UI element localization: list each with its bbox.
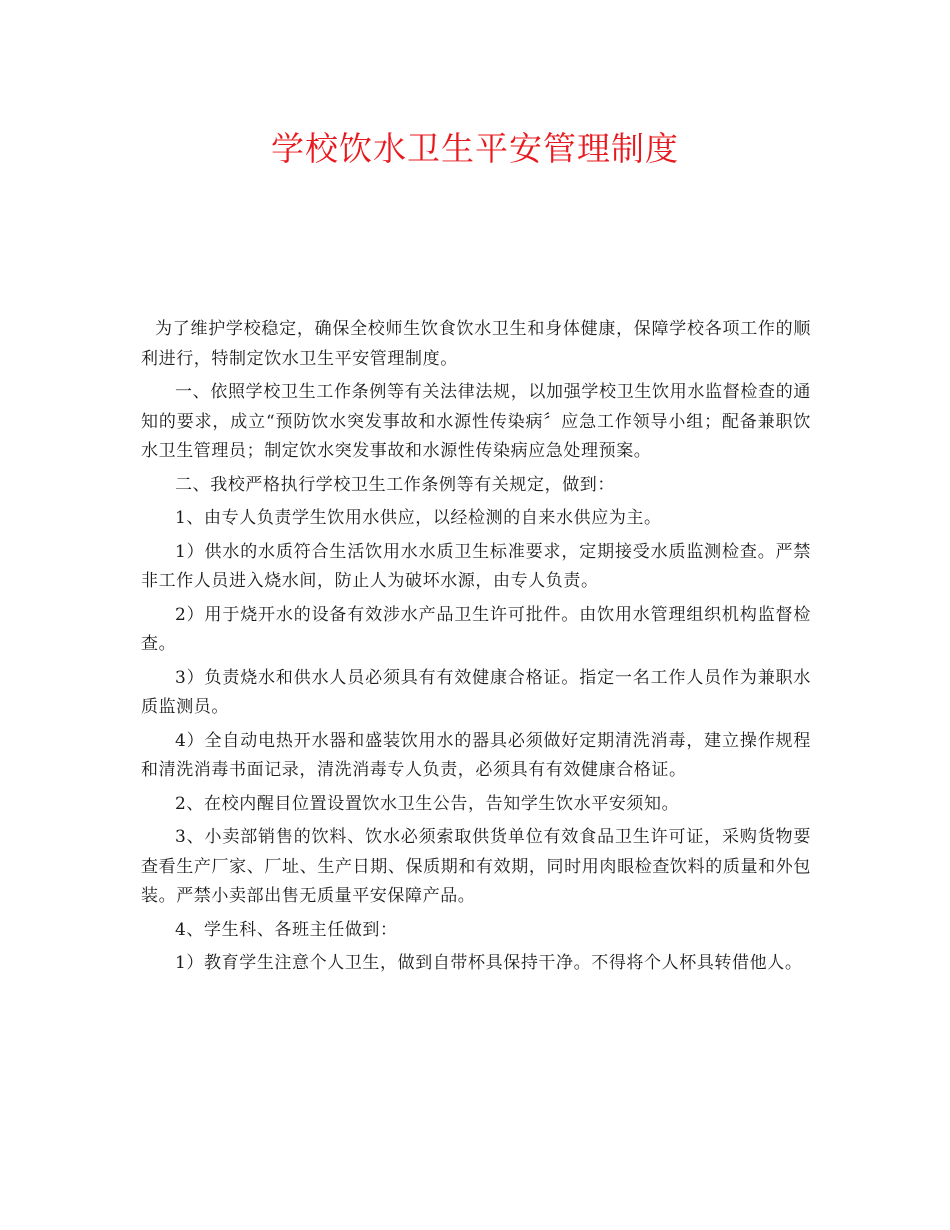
document-body bbox=[141, 315, 811, 983]
document-title: 学校饮水卫生平安管理制度 bbox=[271, 129, 679, 168]
paragraph-item-4-1: 1）教育学生注意个人卫生，做到自带杯具保持干净。不得将个人杯具转借他人。 bbox=[175, 953, 803, 973]
paragraph-section-2: 二、我校严格执行学校卫生工作条例等有关规定，做到： bbox=[175, 474, 615, 495]
paragraph-item-1-4: 4）全自动电热开水器和盛装饮用水的器具必须做好定期清洗消毒，建立操作规程和清洗消毒书面记录，清洗消毒专人负责，必须具有有效健康合格证。 bbox=[141, 730, 811, 780]
paragraph-section-1: 一、依照学校卫生工作条例等有关法律法规，以加强学校卫生饮用水监督检查的通知的要求，成立“预防饮水突发事故和水源性传染病〞应急工作领导小组；配备兼职饮水卫生管理员；制定饮水突发事故和水源性传染病应急处理预案。 bbox=[141, 382, 811, 461]
paragraph-item-3: 3、小卖部销售的饮料、饮水必须索取供货单位有效食品卫生许可证，采购货物要查看生产厂家、厂址、生产日期、保质期和有效期，同时用肉眼检查饮料的质量和外包装。严禁小卖部出售无质量平安保障产品。 bbox=[141, 827, 811, 906]
paragraph-item-2: 2、在校内醒目位置设置饮水卫生公告，告知学生饮水平安须知。 bbox=[175, 793, 680, 814]
paragraph-item-1-2: 2）用于烧开水的设备有效涉水产品卫生许可批件。由饮用水管理组织机构监督检查。 bbox=[141, 604, 811, 654]
paragraph-item-1-1: 1）供水的水质符合生活饮用水水质卫生标准要求，定期接受水质监测检查。严禁非工作人员进入烧水间，防止人为破坏水源，由专人负责。 bbox=[141, 541, 811, 591]
paragraph-item-1-3: 3）负责烧水和供水人员必须具有有效健康合格证。指定一名工作人员作为兼职水质监测员。 bbox=[141, 667, 811, 717]
paragraph-item-4: 4、学生科、各班主任做到： bbox=[175, 919, 398, 940]
paragraph-item-1: 1、由专人负责学生饮用水供应，以经检测的自来水供应为主。 bbox=[175, 508, 662, 528]
paragraph-intro: 为了维护学校稳定，确保全校师生饮食饮水卫生和身体健康，保障学校各项工作的顺利进行，特制定饮水卫生平安管理制度。 bbox=[141, 319, 811, 369]
